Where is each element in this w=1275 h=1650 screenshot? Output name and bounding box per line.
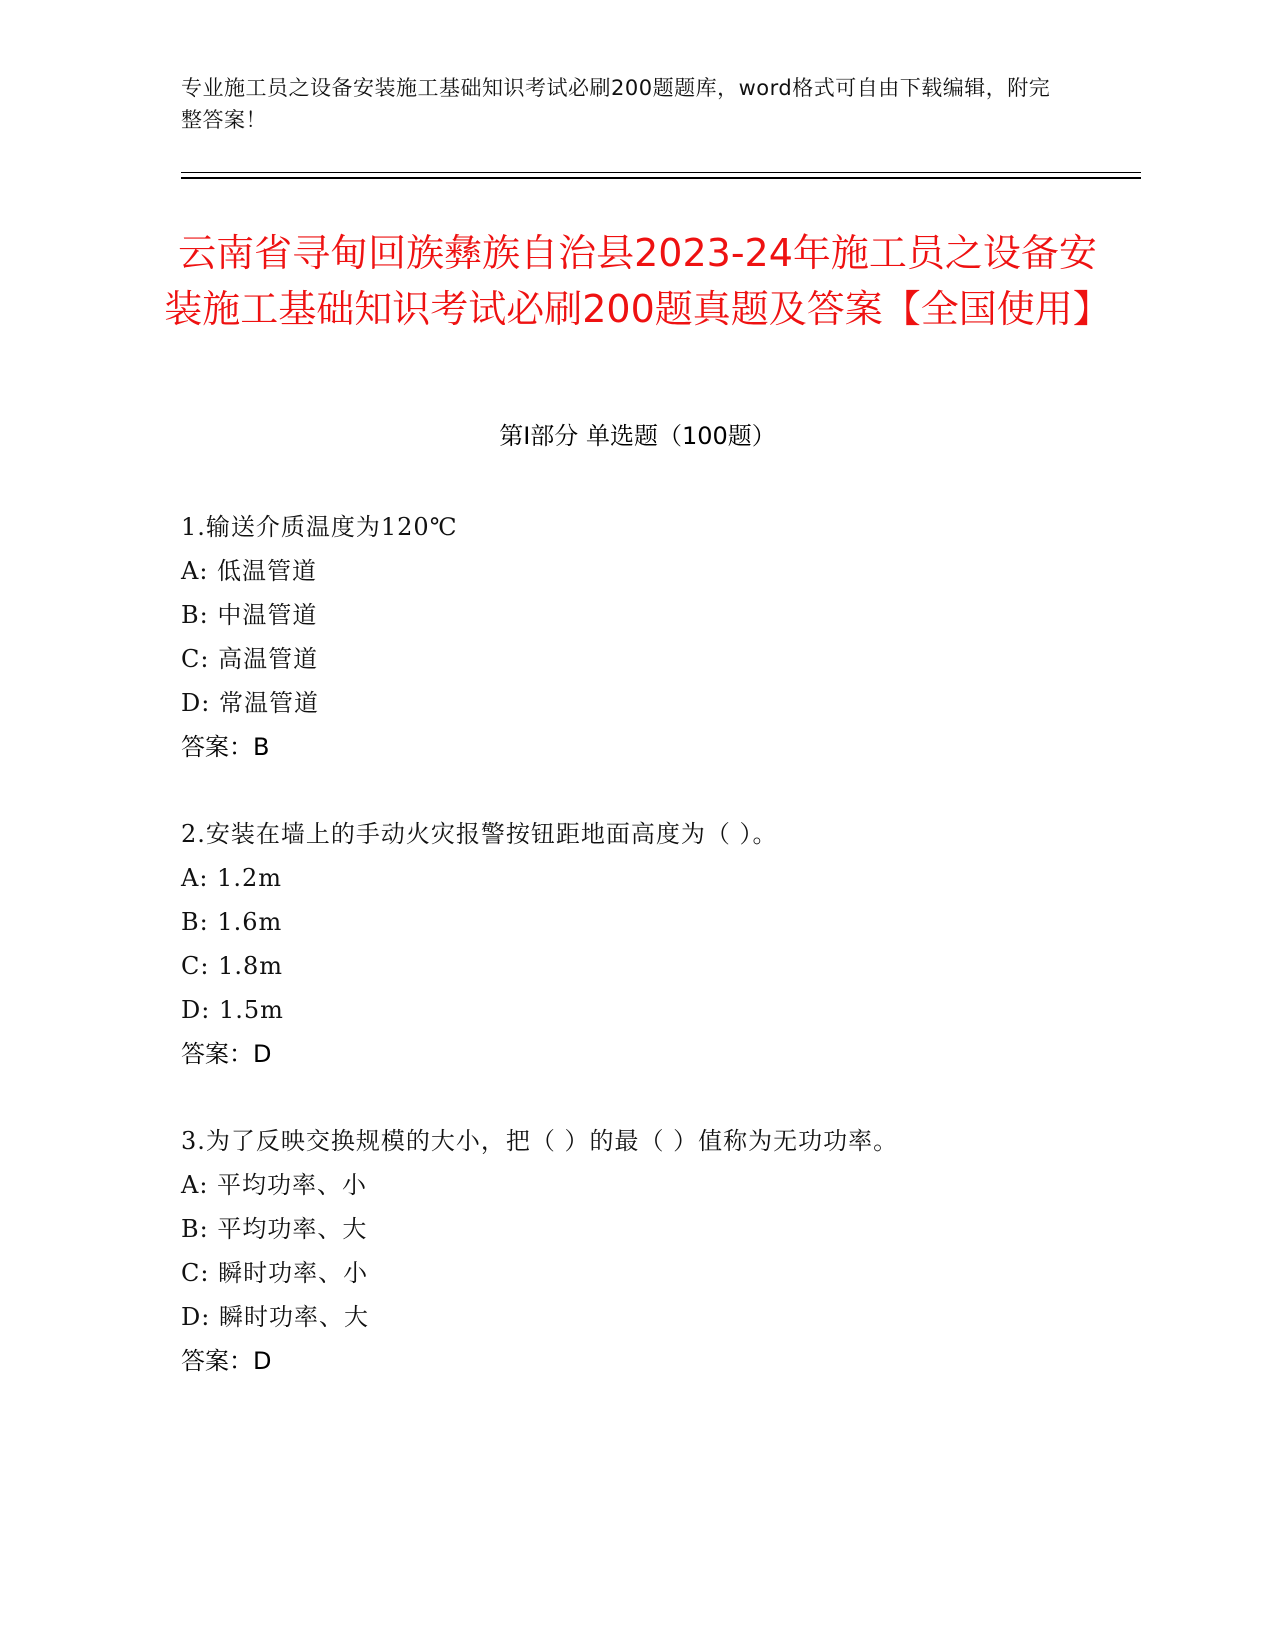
option-c: C: 高温管道 [181,645,319,673]
option-a: A: 1.2m [181,864,282,892]
option-a: A: 平均功率、小 [181,1171,368,1199]
option-b: B: 1.6m [181,908,283,936]
header-divider-thick [181,177,1141,179]
question-stem: 2.安装在墙上的手动火灾报警按钮距地面高度为（ ）。 [181,820,778,848]
answer-line: 答案：B [181,733,270,761]
option-b: B: 中温管道 [181,601,318,629]
question-stem: 3.为了反映交换规模的大小，把（ ）的最（ ）值称为无功功率。 [181,1127,899,1155]
header-note: 专业施工员之设备安装施工基础知识考试必刷200题题库，word格式可自由下载编辑，附完整答案！ [181,76,1051,132]
option-d: D: 常温管道 [181,689,319,717]
option-d: D: 1.5m [181,996,284,1024]
section-title: 第Ⅰ部分 单选题（100题） [499,422,776,450]
header-divider-thin [181,172,1141,173]
question-3 [181,1119,1121,1383]
option-d: D: 瞬时功率、大 [181,1303,369,1331]
question-2 [181,812,1121,1076]
option-b: B: 平均功率、大 [181,1215,368,1243]
answer-line: 答案：D [181,1040,272,1068]
document-title: 云南省寻甸回族彝族自治县2023-24年施工员之设备安装施工基础知识考试必刷200题真题及答案【全国使用】 [164,231,1111,331]
option-c: C: 1.8m [181,952,284,980]
question-1 [181,505,1121,769]
option-c: C: 瞬时功率、小 [181,1259,369,1287]
option-a: A: 低温管道 [181,557,318,585]
question-stem: 1.输送介质温度为120℃ [181,513,458,541]
question-list [181,505,1121,1426]
answer-line: 答案：D [181,1347,272,1375]
